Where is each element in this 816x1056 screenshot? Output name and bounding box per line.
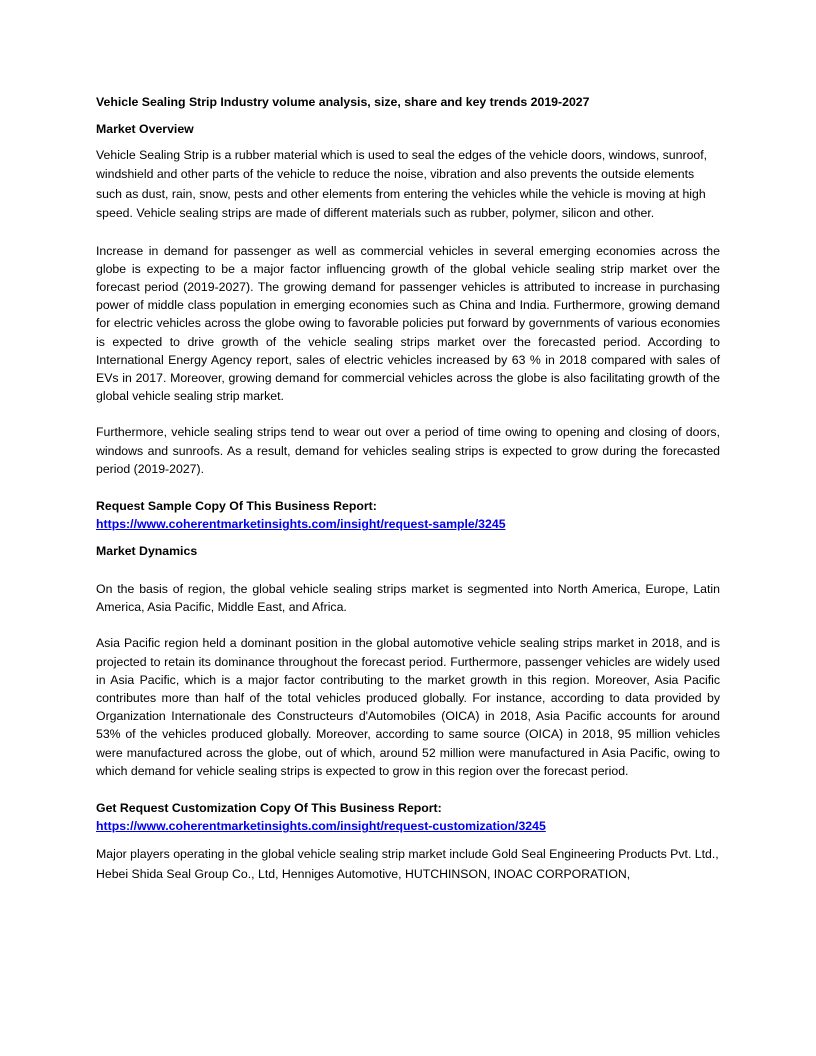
customization-request-block [96, 800, 720, 845]
overview-paragraph-2: Increase in demand for passenger as well as commercial vehicles in several emerging economies across the globe is expecting to be a major factor influencing growth of the global vehicle sealing strip market over the forecast period (2019-2027). The growing demand for passenger vehicles is attributed to increase in purchasing power of middle class population in emerging economies such as China and India. Furthermore, growing demand for electric vehicles across the globe owing to favorable policies put forward by governments of various economies is expected to drive growth of the vehicle sealing strips market over the forecasted period. According to International Energy Agency report, sales of electric vehicles increased by 63 % in 2018 compared with sales of EVs in 2017. Moreover, growing demand for commercial vehicles across the globe is also facilitating growth of the global vehicle sealing strip market. [96, 243, 720, 404]
market-dynamics-heading: Market Dynamics [96, 544, 198, 559]
customization-request-link[interactable]: https://www.coherentmarketinsights.com/insight/request-customization/3245 [96, 819, 546, 834]
dynamics-paragraph-2: Asia Pacific region held a dominant position in the global automotive vehicle sealing strips market in 2018, and is projected to retain its dominance throughout the forecast period. Furthermore, passenger vehicles are widely used in Asia Pacific, which is a major factor contributing to the market growth in this region. Moreover, Asia Pacific contributes more than half of the total vehicles produced globally. For instance, according to data provided by Organization Internationale des Constructeurs d'Automobiles (OICA) in 2018, Asia Pacific accounts for around 53% of the vehicles produced globally. Moreover, according to same source (OICA) in 2018, 95 million vehicles were manufactured across the globe, out of which, around 52 million were manufactured in Asia Pacific, owing to which demand for vehicle sealing strips is expected to grow in this region over the forecast period. [96, 636, 720, 778]
sample-request-block [96, 498, 720, 543]
players-paragraph: Major players operating in the global vehicle sealing strip market include Gold Seal Engineering Products Pvt. Ltd., Hebei Shida Seal Group Co., Ltd, Henniges Automotive, HUTCHINSON, INOAC CORPORATION, [96, 847, 719, 881]
sample-request-link[interactable]: https://www.coherentmarketinsights.com/insight/request-sample/3245 [96, 517, 506, 532]
dynamics-paragraph-1: On the basis of region, the global vehicle sealing strips market is segmented into North America, Europe, Latin America, Asia Pacific, Middle East, and Africa. [96, 582, 720, 615]
overview-paragraph-1: Vehicle Sealing Strip is a rubber material which is used to seal the edges of the vehicle doors, windows, sunroof, windshield and other parts of the vehicle to reduce the noise, vibration and also prevents the outside elements such as dust, rain, snow, pests and other elements from entering the vehicles while the vehicle is moving at high speed. Vehicle sealing strips are made of different materials such as rubber, polymer, silicon and other. [96, 148, 708, 221]
market-overview-heading: Market Overview [96, 122, 194, 136]
customization-request-label: Get Request Customization Copy Of This Business Report: [96, 801, 442, 816]
sample-request-label: Request Sample Copy Of This Business Report: [96, 499, 377, 514]
document-page [96, 94, 720, 902]
document-title: Vehicle Sealing Strip Industry volume analysis, size, share and key trends 2019-2027 [96, 95, 590, 109]
overview-paragraph-3: Furthermore, vehicle sealing strips tend to wear out over a period of time owing to opening and closing of doors, windows and sunroofs. As a result, demand for vehicles sealing strips is expected to grow during the forecasted period (2019-2027). [96, 425, 720, 476]
